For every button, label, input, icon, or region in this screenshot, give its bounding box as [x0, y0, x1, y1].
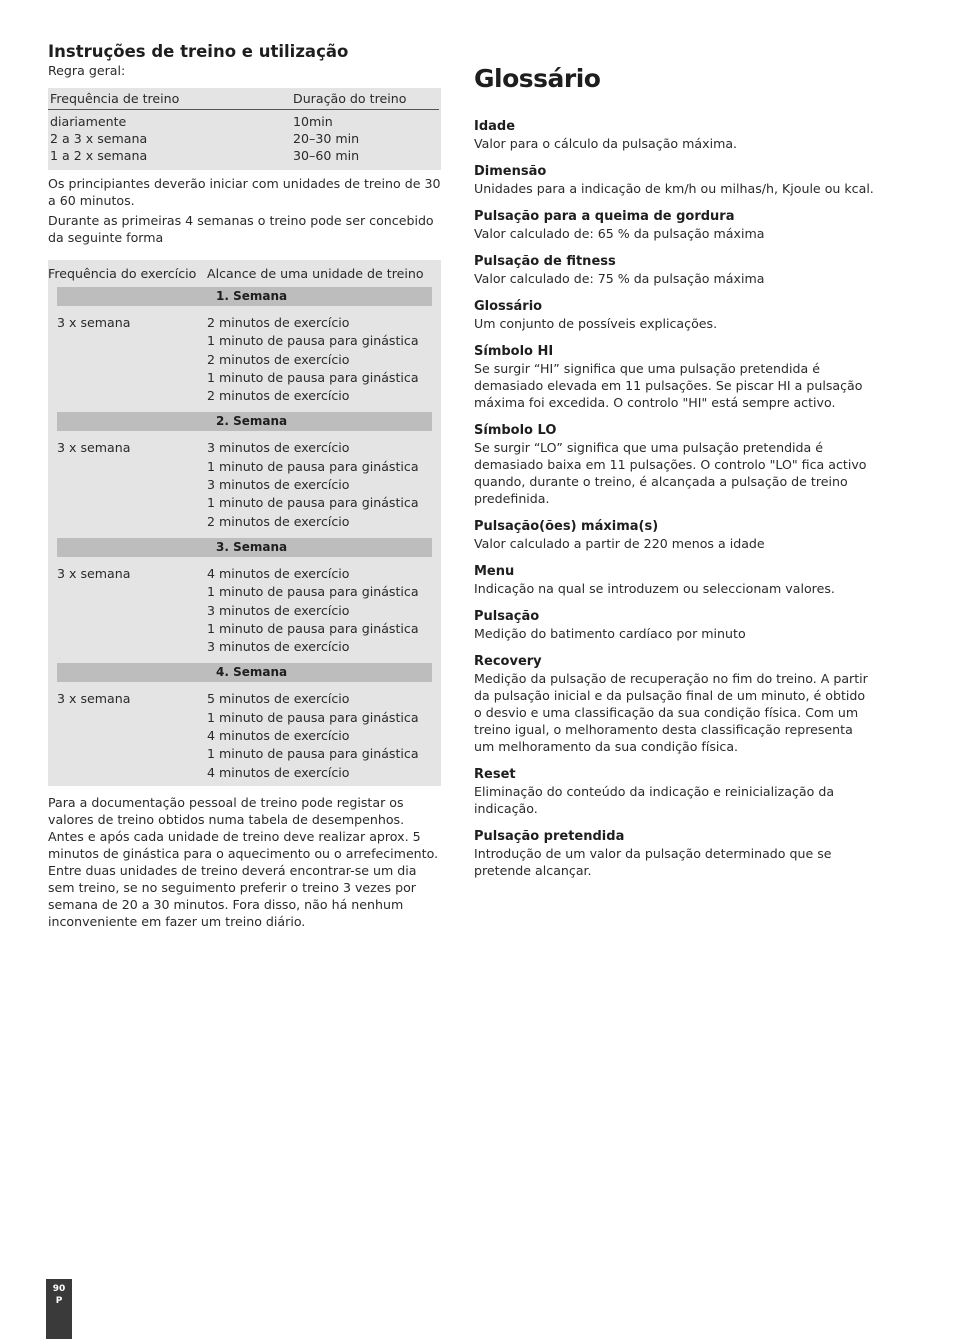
week-schedule: [207, 690, 419, 781]
frequency-duration-table: [48, 88, 441, 171]
glossary-term: Símbolo LO: [474, 423, 557, 438]
glossary-term: Pulsação para a queima de gordura: [474, 209, 735, 224]
glossary-title: Glossário: [474, 64, 601, 93]
week-frequency: 3 x semana: [57, 315, 131, 330]
week-frequency: 3 x semana: [57, 691, 131, 707]
schedule-line: 2 minutos de exercício: [207, 388, 350, 404]
week-4-row: [48, 682, 441, 781]
schedule-line: 2 minutos de exercício: [207, 513, 350, 529]
table-row: [48, 147, 441, 164]
glossary-entry: [474, 653, 874, 755]
glossary-entry: [474, 828, 874, 879]
glossary-definition: Se surgir “HI” significa que uma pulsação pretendida é demasiado elevada em 11 pulsações. Se piscar HI a pulsação máxima foi excedida. O controlo "HI" está sempre activo.: [474, 361, 863, 410]
week-1-row: [48, 306, 441, 405]
schedule-line: 3 minutos de exercício: [207, 639, 350, 655]
glossary-entry: [474, 298, 874, 332]
schedule-line: 4 minutos de exercício: [207, 565, 350, 581]
week-schedule: [207, 314, 419, 405]
glossary-term: Glossário: [474, 299, 543, 314]
glossary-definition: Indicação na qual se introduzem ou seleccionam valores.: [474, 581, 835, 596]
week-schedule: [207, 565, 419, 656]
glossary-definition: Valor calculado a partir de 220 menos a idade: [474, 536, 765, 551]
glossary-list: [474, 118, 874, 879]
week-2-row: [48, 431, 441, 530]
glossary-term: Recovery: [474, 654, 542, 669]
week-2-header: 2. Semana: [57, 412, 432, 431]
glossary-term: Pulsação(ões) máxima(s): [474, 519, 659, 534]
glossary-entry: [474, 253, 874, 287]
glossary-definition: Unidades para a indicação de km/h ou milhas/h, Kjoule ou kcal.: [474, 181, 874, 196]
header-exercise-frequency: Frequência do exercício: [48, 266, 197, 281]
glossary-term: Reset: [474, 767, 516, 782]
glossary-entry: [474, 563, 874, 597]
schedule-line: 2 minutos de exercício: [207, 315, 350, 330]
page-number: 90: [52, 1284, 66, 1294]
glossary-entry: [474, 422, 874, 507]
page-tab: [46, 1279, 72, 1339]
cell-frequency: 1 a 2 x semana: [50, 148, 148, 163]
header-frequency: Frequência de treino: [50, 90, 180, 106]
schedule-line: 1 minuto de pausa para ginástica: [207, 709, 419, 725]
schedule-line: 1 minuto de pausa para ginástica: [207, 495, 419, 511]
glossary-definition: Valor para o cálculo da pulsação máxima.: [474, 136, 738, 151]
glossary-term: Menu: [474, 564, 515, 579]
glossary-term: Pulsação de fitness: [474, 254, 616, 269]
first-weeks-paragraph: Durante as primeiras 4 semanas o treino pode ser concebido da seguinte forma: [48, 213, 434, 245]
glossary-entry: [474, 518, 874, 552]
cell-frequency: 2 a 3 x semana: [50, 131, 148, 146]
cell-duration: 20–30 min: [293, 131, 360, 146]
schedule-line: 1 minuto de pausa para ginástica: [207, 620, 419, 636]
training-instructions: [48, 40, 441, 934]
glossary-entry: [474, 766, 874, 817]
schedule-line: 5 minutos de exercício: [207, 691, 350, 707]
week-4-header: 4. Semana: [57, 663, 432, 682]
glossary-entry: [474, 163, 874, 197]
documentation-paragraph: Para a documentação pessoal de treino pode registar os valores de treino obtidos numa tabela de desempenhos. Antes e após cada unidade de treino deve realizar aprox. 5 minutos de ginástica para o aquecimento ou o arrefecimento. Entre duas unidades de treino deverá encontrar-se um dia sem treino, se no seguimento preferir o treino 3 vezes por semana de 20 a 30 minutos. Fora disso, não há nenhum inconveniente em fazer um treino diário.: [48, 794, 439, 929]
weekly-plan-table: [48, 260, 441, 786]
glossary-entry: [474, 208, 874, 242]
glossary-definition: Valor calculado de: 75 % da pulsação máxima: [474, 271, 765, 286]
beginner-paragraph: Os principiantes deverão iniciar com unidades de treino de 30 a 60 minutos.: [48, 176, 441, 208]
week-frequency: 3 x semana: [57, 440, 131, 456]
header-unit-scope: Alcance de uma unidade de treino: [207, 266, 424, 281]
table-row: [48, 130, 441, 147]
cell-duration: 10min: [293, 114, 333, 129]
glossary-term: Pulsação pretendida: [474, 829, 625, 844]
glossary-term: Símbolo HI: [474, 344, 554, 359]
glossary-term: Idade: [474, 119, 516, 134]
week-3-header: 3. Semana: [57, 538, 432, 557]
glossary-term: Pulsação: [474, 609, 540, 624]
schedule-line: 3 minutos de exercício: [207, 440, 350, 456]
glossary-definition: Valor calculado de: 65 % da pulsação máxima: [474, 226, 765, 241]
glossary-definition: Medição do batimento cardíaco por minuto: [474, 626, 746, 641]
schedule-line: 3 minutos de exercício: [207, 602, 350, 618]
glossary: [474, 40, 874, 890]
schedule-line: 2 minutos de exercício: [207, 351, 350, 367]
schedule-line: 1 minuto de pausa para ginástica: [207, 584, 419, 600]
page-language: P: [55, 1296, 63, 1306]
schedule-line: 1 minuto de pausa para ginástica: [207, 458, 419, 474]
table-row: [48, 113, 441, 130]
glossary-definition: Eliminação do conteúdo da indicação e reinicialização da indicação.: [474, 784, 835, 816]
glossary-definition: Um conjunto de possíveis explicações.: [474, 316, 718, 331]
glossary-term: Dimensão: [474, 164, 547, 179]
schedule-line: 4 minutos de exercício: [207, 728, 350, 744]
schedule-line: 4 minutos de exercício: [207, 764, 350, 780]
general-rule-label: Regra geral:: [48, 63, 126, 78]
schedule-line: 1 minuto de pausa para ginástica: [207, 333, 419, 349]
section-title: Instruções de treino e utilização: [48, 42, 349, 61]
week-1-header: 1. Semana: [57, 287, 432, 306]
glossary-definition: Introdução de um valor da pulsação determinado que se pretende alcançar.: [474, 846, 832, 878]
glossary-definition: Medição da pulsação de recuperação no fim do treino. A partir da pulsação inicial e da pulsação final de um minuto, é obtido o desvio e uma classificação da sua condição física. Com um treino igual, o melhoramento desta classificação representa um melhoramento da sua condição física.: [474, 671, 868, 754]
week-schedule: [207, 439, 419, 530]
table-header: [48, 88, 439, 111]
cell-frequency: diariamente: [50, 114, 127, 129]
glossary-entry: [474, 118, 874, 152]
glossary-definition: Se surgir “LO” significa que uma pulsação pretendida é demasiado baixa em 11 pulsações. O controlo "LO" fica activo quando, durante o treino, é alcançada a pulsação de treino predefinida.: [474, 440, 867, 506]
schedule-line: 3 minutos de exercício: [207, 477, 350, 493]
week-3-row: [48, 557, 441, 656]
header-duration: Duração do treino: [293, 90, 407, 106]
glossary-entry: [474, 608, 874, 642]
glossary-entry: [474, 343, 874, 411]
cell-duration: 30–60 min: [293, 148, 360, 163]
schedule-line: 1 minuto de pausa para ginástica: [207, 369, 419, 385]
week-frequency: 3 x semana: [57, 565, 131, 581]
plan-header: [48, 260, 441, 283]
schedule-line: 1 minuto de pausa para ginástica: [207, 746, 419, 762]
